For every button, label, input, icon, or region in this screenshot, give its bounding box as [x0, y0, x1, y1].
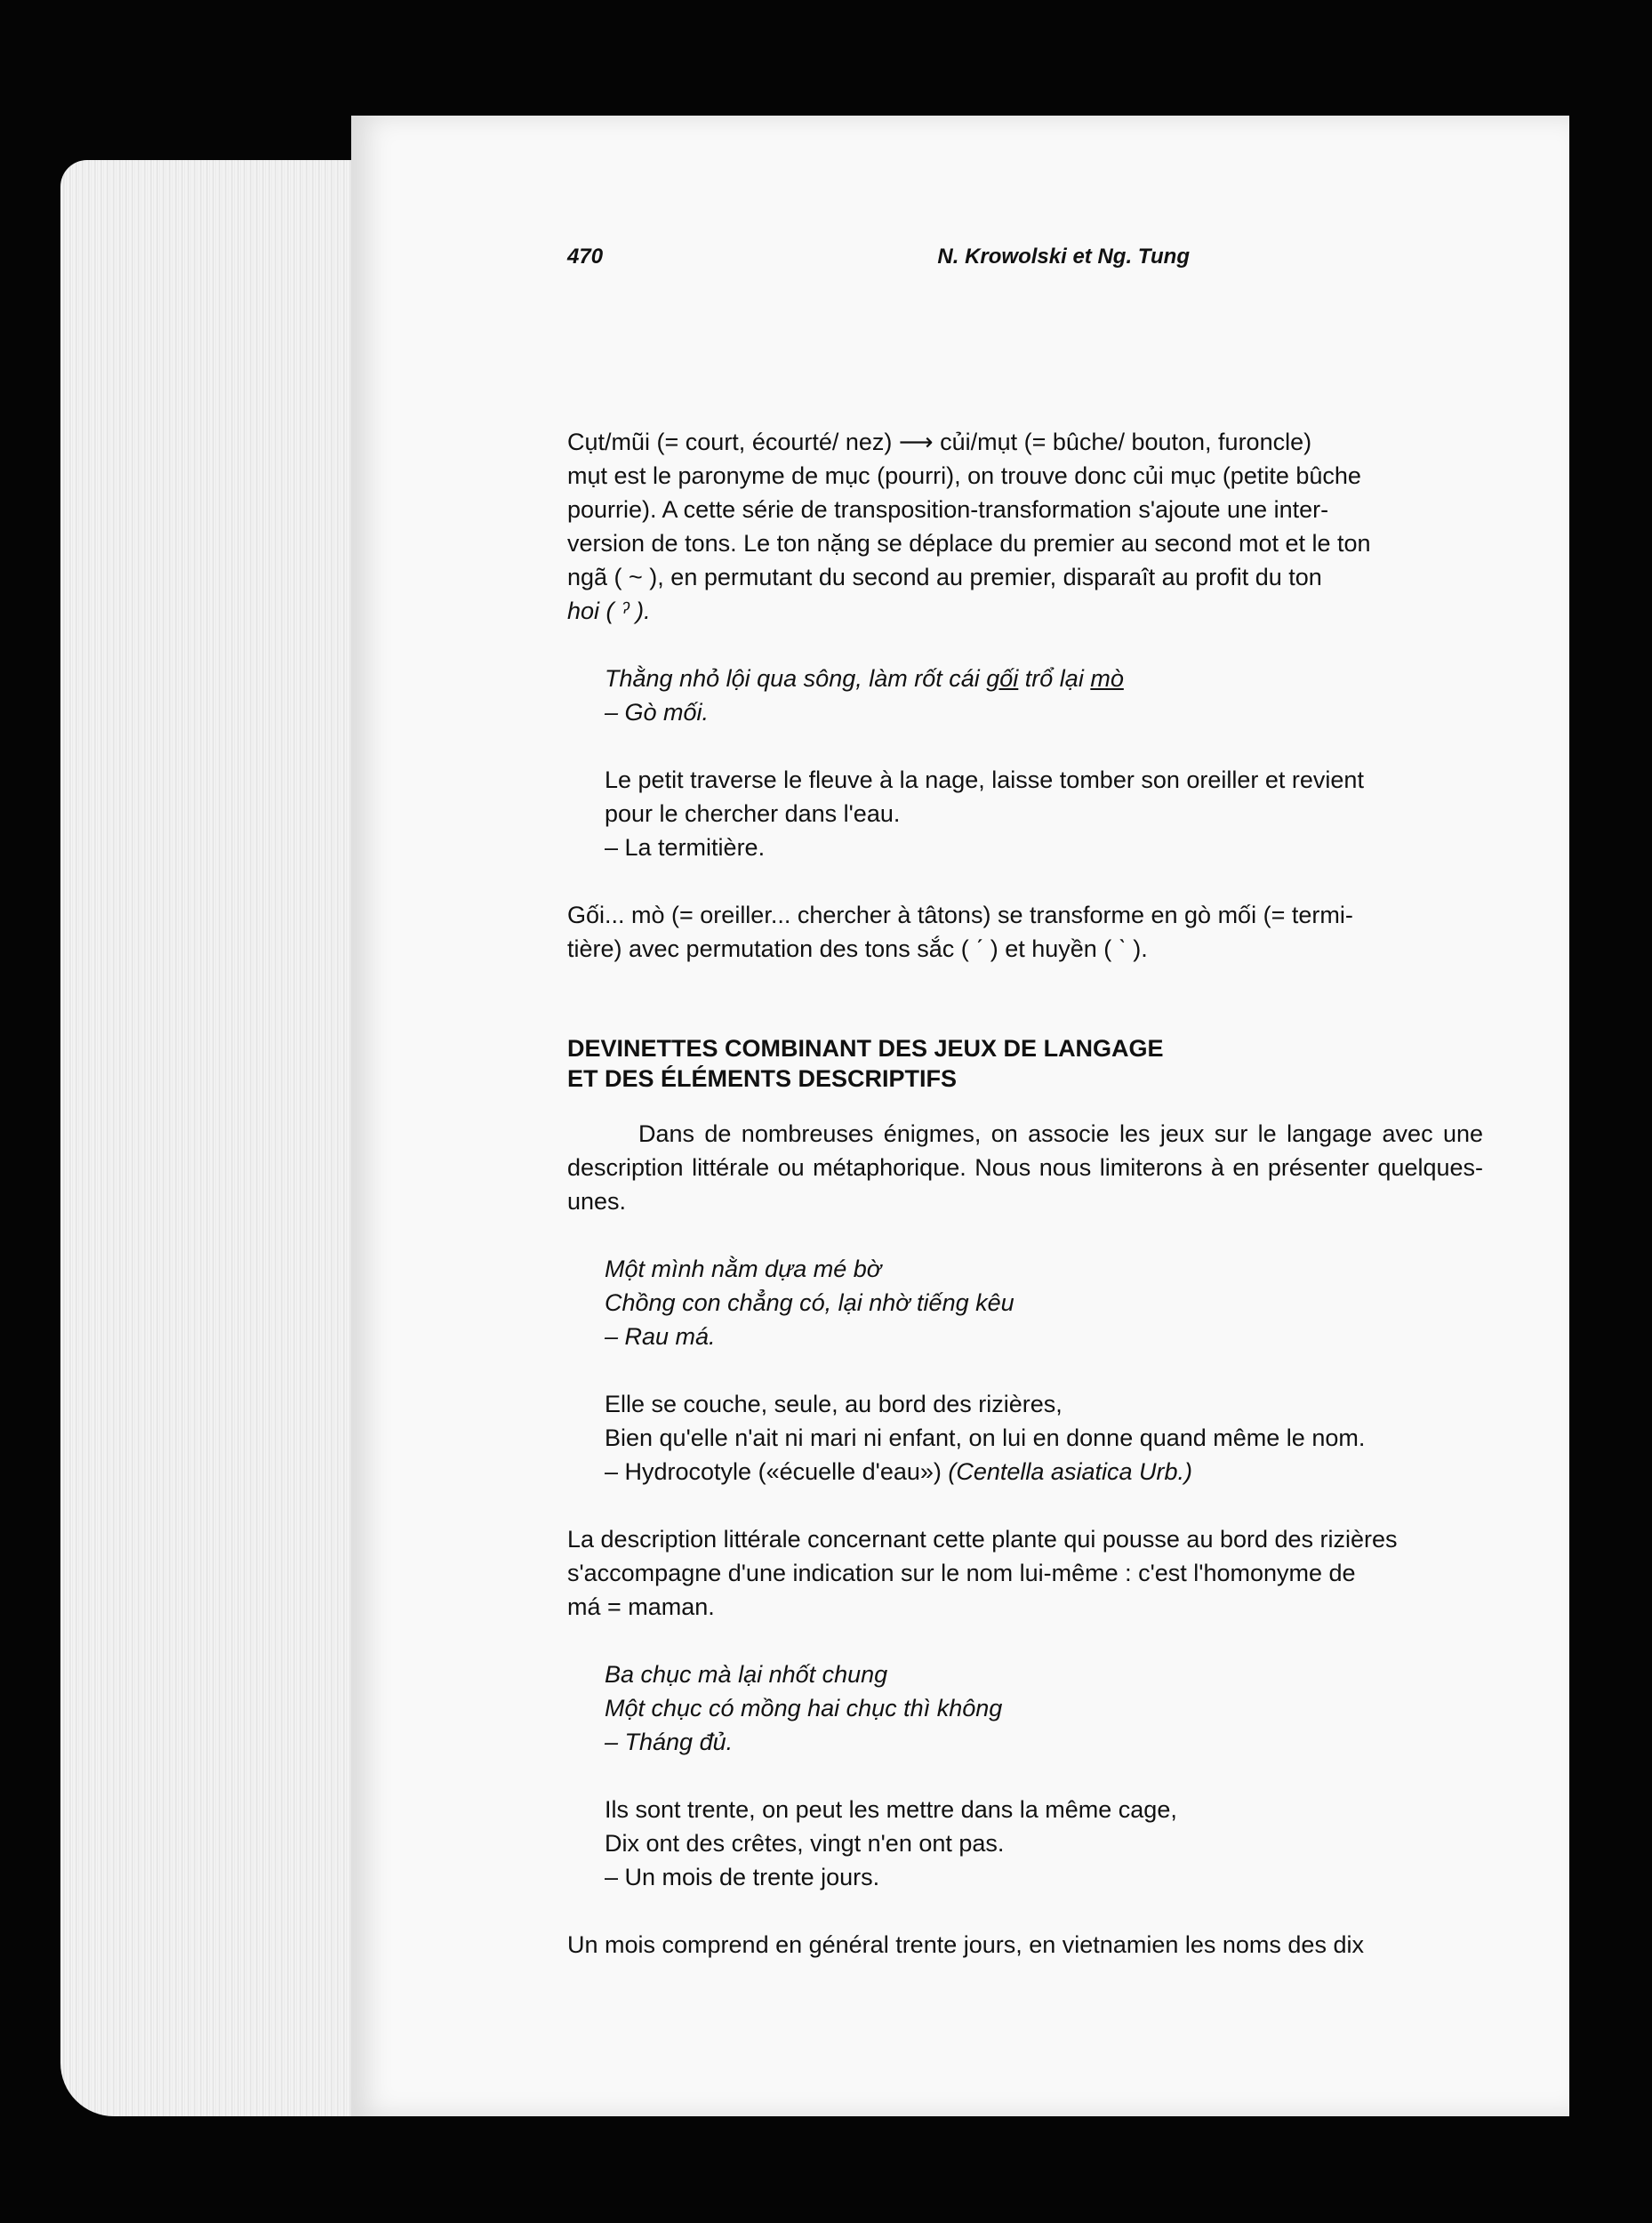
text-line: ngã ( ~ ), en permutant du second au premier, disparaît au profit du ton [567, 564, 1322, 590]
text-line: pourrie). A cette série de transposition-transformation s'ajoute une inter- [567, 496, 1329, 523]
riddle-vn-answer: – Gò mối. [605, 699, 710, 726]
paragraph-1 [567, 425, 1483, 628]
paragraph-3: Dans de nombreuses énigmes, on associe les jeux sur le langage avec une description littérale ou métaphorique. Nous nous limiterons à en présenter quelques-unes. [567, 1120, 1483, 1215]
paragraph-2 [567, 898, 1483, 966]
heading-line: DEVINETTES COMBINANT DES JEUX DE LANGAGE [567, 1035, 1164, 1062]
riddle-vn-line: Một chục có mồng hai chục thì không [605, 1695, 1003, 1721]
running-title: N. Krowolski et Ng. Tung [937, 245, 1190, 269]
text-line: Cụt/mũi (= court, écourté/ nez) ⟶ củi/mụt (= bûche/ bouton, furoncle) [567, 429, 1312, 455]
paragraph-5: Un mois comprend en général trente jours, en vietnamien les noms des dix [567, 1931, 1364, 1958]
riddle-fr-line: Le petit traverse le fleuve à la nage, laisse tomber son oreiller et revient [605, 766, 1364, 793]
riddle-fr-line: Dix ont des crêtes, vingt n'en ont pas. [605, 1830, 1005, 1857]
riddle-3 [567, 1657, 1483, 1894]
riddle-fr-answer: – La termitière. [605, 834, 766, 861]
text-line: tière) avec permutation des tons sắc ( ˊ ) et huyền ( ˋ ). [567, 935, 1148, 962]
riddle-fr-answer: – Hydrocotyle («écuelle d'eau») (Centella asiatica Urb.) [605, 1458, 1192, 1485]
riddle-fr-line: pour le chercher dans l'eau. [605, 800, 901, 827]
text-line: La description littérale concernant cette plante qui pousse au bord des rizières [567, 1526, 1398, 1553]
riddle-fr-line: Ils sont trente, on peut les mettre dans la même cage, [605, 1796, 1177, 1823]
riddle-fr-line: Elle se couche, seule, au bord des rizières, [605, 1391, 1063, 1417]
riddle-vn-line: Chồng con chẳng có, lại nhờ tiếng kêu [605, 1289, 1014, 1316]
riddle-1 [567, 662, 1483, 864]
page-content [567, 240, 1483, 1962]
text-line: s'accompagne d'une indication sur le nom lui-même : c'est l'homonyme de [567, 1560, 1356, 1586]
page-number: 470 [567, 245, 604, 269]
paragraph-4 [567, 1522, 1483, 1624]
scientific-name: (Centella asiatica Urb.) [948, 1458, 1192, 1485]
riddle-fr-answer: – Un mois de trente jours. [605, 1864, 880, 1890]
book-page-edges [60, 160, 363, 2116]
riddle-fr-line: Bien qu'elle n'ait ni mari ni enfant, on lui en donne quand même le nom. [605, 1424, 1366, 1451]
underlined-word: gối [986, 665, 1019, 692]
riddle-vn-line: Thằng nhỏ lội qua sông, làm rốt cái gối trổ lại mò [605, 665, 1124, 692]
riddle-vn-answer: – Rau má. [605, 1323, 716, 1350]
text-line: hoi ( ˀ ). [567, 598, 651, 624]
section-heading [567, 1033, 1483, 1094]
riddle-vn-line: Một mình nằm dựa mé bờ [605, 1256, 882, 1282]
text-line: má = maman. [567, 1593, 715, 1620]
text-line: mụt est le paronyme de mục (pourri), on trouve donc củi mục (petite bûche [567, 462, 1361, 489]
riddle-vn-line: Ba chục mà lại nhốt chung [605, 1661, 888, 1688]
underlined-word: mò [1090, 665, 1124, 692]
heading-line: ET DES ÉLÉMENTS DESCRIPTIFS [567, 1065, 958, 1092]
text-line: version de tons. Le ton nặng se déplace du premier au second mot et le ton [567, 530, 1371, 557]
running-header [567, 240, 1483, 274]
riddle-vn-answer: – Tháng đủ. [605, 1729, 734, 1755]
riddle-2 [567, 1252, 1483, 1489]
text-line: Gối... mò (= oreiller... chercher à tâtons) se transforme en gò mối (= termi- [567, 902, 1353, 928]
